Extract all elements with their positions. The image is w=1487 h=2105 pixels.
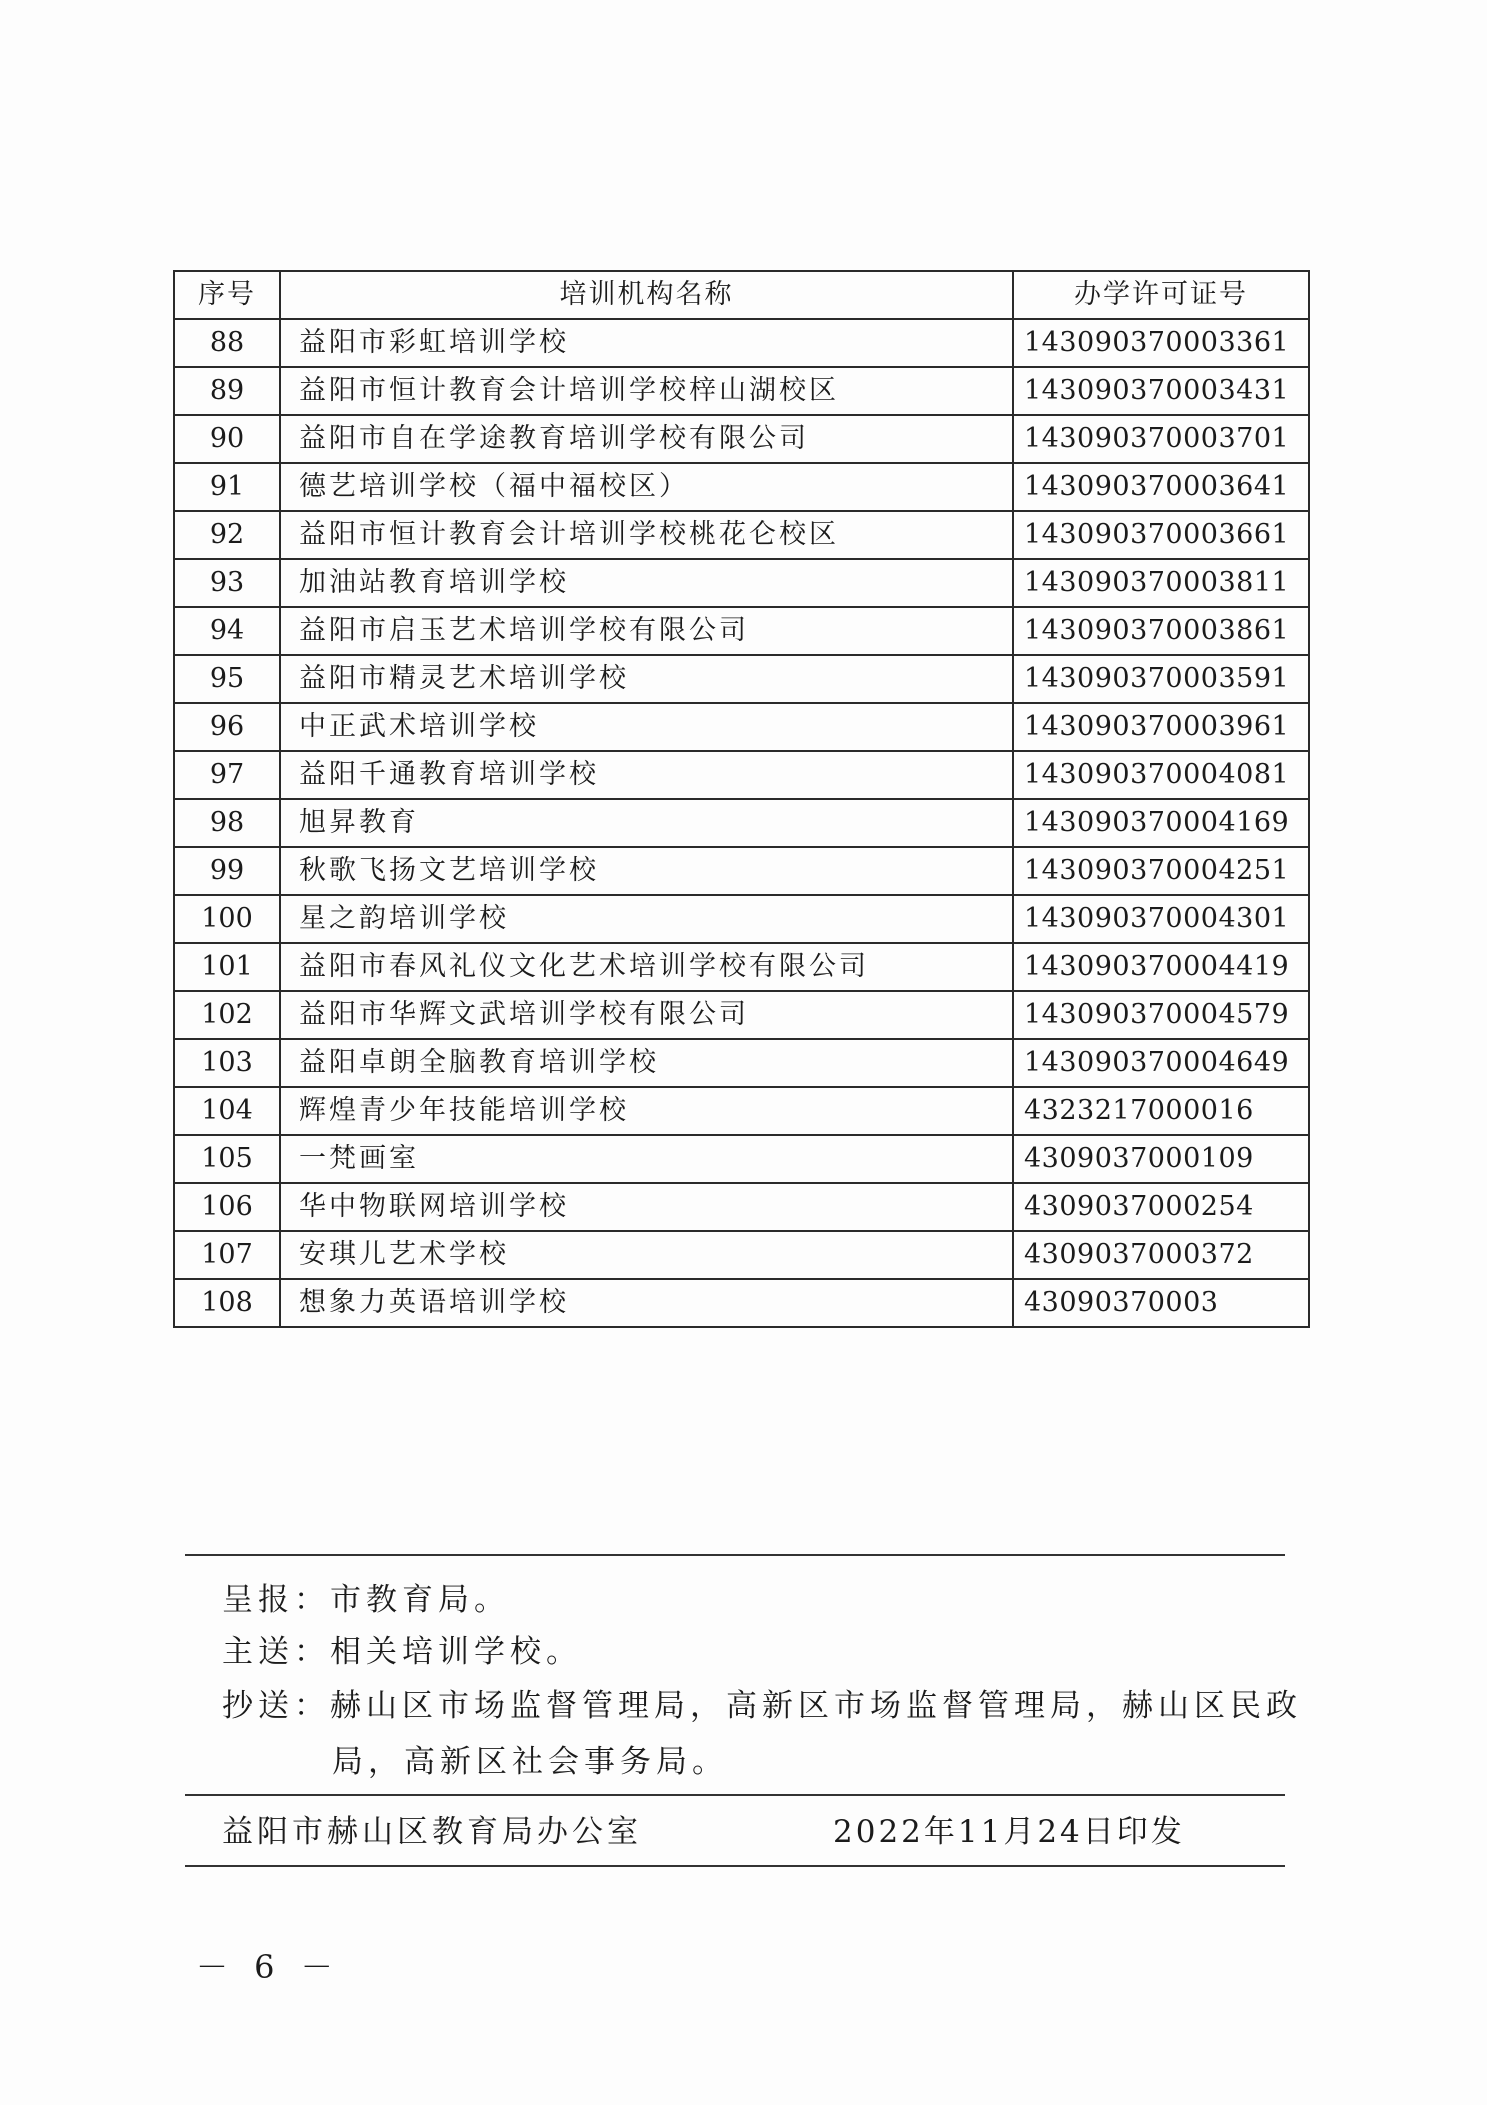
- table-row: [174, 463, 1309, 511]
- report-recipient: 市教育局。: [330, 1582, 510, 1618]
- issuing-office: 益阳市赫山区教育局办公室: [222, 1814, 642, 1850]
- row-license-number: 4309037000372: [1013, 1231, 1309, 1279]
- row-index: 102: [174, 991, 280, 1039]
- training-institution-table: [173, 270, 1310, 1328]
- row-license-number: 143090370003591: [1013, 655, 1309, 703]
- row-license-number: 143090370004649: [1013, 1039, 1309, 1087]
- row-index: 106: [174, 1183, 280, 1231]
- footer-bottom-rule: [185, 1865, 1285, 1867]
- table-row: [174, 1279, 1309, 1327]
- header-license: 办学许可证号: [1013, 271, 1309, 319]
- row-index: 100: [174, 895, 280, 943]
- row-index: 99: [174, 847, 280, 895]
- report-line: [222, 1580, 510, 1620]
- table-body: [174, 319, 1309, 1327]
- row-license-number: 4309037000254: [1013, 1183, 1309, 1231]
- table-row: [174, 1039, 1309, 1087]
- header-name: 培训机构名称: [280, 271, 1013, 319]
- row-license-number: 143090370003641: [1013, 463, 1309, 511]
- row-institution-name: 益阳市精灵艺术培训学校: [280, 655, 1013, 703]
- copy-label: 抄送：: [222, 1688, 330, 1724]
- row-institution-name: 想象力英语培训学校: [280, 1279, 1013, 1327]
- row-institution-name: 加油站教育培训学校: [280, 559, 1013, 607]
- table-row: [174, 1183, 1309, 1231]
- page-number: － 6 －: [196, 1948, 341, 1986]
- copy-recipients-line2: 局，高新区社会事务局。: [332, 1744, 728, 1780]
- row-institution-name: 益阳市彩虹培训学校: [280, 319, 1013, 367]
- row-institution-name: 旭昇教育: [280, 799, 1013, 847]
- row-license-number: 143090370003701: [1013, 415, 1309, 463]
- row-license-number: 143090370003811: [1013, 559, 1309, 607]
- table-row: [174, 751, 1309, 799]
- header-index: 序号: [174, 271, 280, 319]
- row-institution-name: 益阳市春风礼仪文化艺术培训学校有限公司: [280, 943, 1013, 991]
- row-index: 95: [174, 655, 280, 703]
- row-index: 96: [174, 703, 280, 751]
- send-line: [222, 1632, 582, 1672]
- row-index: 104: [174, 1087, 280, 1135]
- table-row: [174, 1231, 1309, 1279]
- row-license-number: 143090370004169: [1013, 799, 1309, 847]
- row-institution-name: 安琪儿艺术学校: [280, 1231, 1013, 1279]
- row-license-number: 143090370003431: [1013, 367, 1309, 415]
- row-institution-name: 中正武术培训学校: [280, 703, 1013, 751]
- row-license-number: 143090370003361: [1013, 319, 1309, 367]
- row-license-number: 143090370004251: [1013, 847, 1309, 895]
- row-index: 89: [174, 367, 280, 415]
- row-institution-name: 益阳市恒计教育会计培训学校梓山湖校区: [280, 367, 1013, 415]
- table-header-row: [174, 271, 1309, 319]
- table-row: [174, 1135, 1309, 1183]
- table-row: [174, 655, 1309, 703]
- row-institution-name: 益阳市启玉艺术培训学校有限公司: [280, 607, 1013, 655]
- row-institution-name: 秋歌飞扬文艺培训学校: [280, 847, 1013, 895]
- row-index: 98: [174, 799, 280, 847]
- row-index: 88: [174, 319, 280, 367]
- send-label: 主送：: [222, 1634, 330, 1670]
- row-institution-name: 一梵画室: [280, 1135, 1013, 1183]
- table-row: [174, 415, 1309, 463]
- row-index: 107: [174, 1231, 280, 1279]
- table-row: [174, 1087, 1309, 1135]
- row-institution-name: 益阳卓朗全脑教育培训学校: [280, 1039, 1013, 1087]
- row-institution-name: 辉煌青少年技能培训学校: [280, 1087, 1013, 1135]
- send-recipient: 相关培训学校。: [330, 1634, 582, 1670]
- row-institution-name: 德艺培训学校（福中福校区）: [280, 463, 1013, 511]
- row-institution-name: 星之韵培训学校: [280, 895, 1013, 943]
- table-row: [174, 559, 1309, 607]
- copy-recipients-line1: 赫山区市场监督管理局，高新区市场监督管理局，赫山区民政: [330, 1688, 1302, 1724]
- row-index: 108: [174, 1279, 280, 1327]
- row-index: 92: [174, 511, 280, 559]
- table-row: [174, 607, 1309, 655]
- row-institution-name: 益阳市恒计教育会计培训学校桃花仑校区: [280, 511, 1013, 559]
- row-index: 94: [174, 607, 280, 655]
- row-license-number: 143090370004579: [1013, 991, 1309, 1039]
- row-institution-name: 益阳千通教育培训学校: [280, 751, 1013, 799]
- row-index: 103: [174, 1039, 280, 1087]
- row-institution-name: 益阳市华辉文武培训学校有限公司: [280, 991, 1013, 1039]
- row-license-number: 143090370003661: [1013, 511, 1309, 559]
- row-index: 90: [174, 415, 280, 463]
- table-row: [174, 799, 1309, 847]
- footer-top-rule: [185, 1794, 1285, 1796]
- table-row: [174, 991, 1309, 1039]
- issue-date: 2022年11月24日印发: [833, 1814, 1185, 1850]
- row-index: 97: [174, 751, 280, 799]
- row-license-number: 143090370004301: [1013, 895, 1309, 943]
- table-row: [174, 367, 1309, 415]
- row-license-number: 143090370003861: [1013, 607, 1309, 655]
- table-row: [174, 511, 1309, 559]
- copy-line: [222, 1686, 1302, 1726]
- row-license-number: 143090370004419: [1013, 943, 1309, 991]
- report-label: 呈报：: [222, 1582, 330, 1618]
- table-row: [174, 703, 1309, 751]
- row-license-number: 43090370003: [1013, 1279, 1309, 1327]
- row-license-number: 143090370003961: [1013, 703, 1309, 751]
- row-index: 101: [174, 943, 280, 991]
- row-index: 91: [174, 463, 280, 511]
- table-row: [174, 319, 1309, 367]
- table-row: [174, 943, 1309, 991]
- row-institution-name: 华中物联网培训学校: [280, 1183, 1013, 1231]
- row-license-number: 143090370004081: [1013, 751, 1309, 799]
- row-index: 93: [174, 559, 280, 607]
- row-license-number: 4309037000109: [1013, 1135, 1309, 1183]
- row-institution-name: 益阳市自在学途教育培训学校有限公司: [280, 415, 1013, 463]
- distribution-top-rule: [185, 1554, 1285, 1556]
- row-index: 105: [174, 1135, 280, 1183]
- copy-line-continued: [332, 1742, 728, 1782]
- row-license-number: 4323217000016: [1013, 1087, 1309, 1135]
- table-row: [174, 847, 1309, 895]
- table-row: [174, 895, 1309, 943]
